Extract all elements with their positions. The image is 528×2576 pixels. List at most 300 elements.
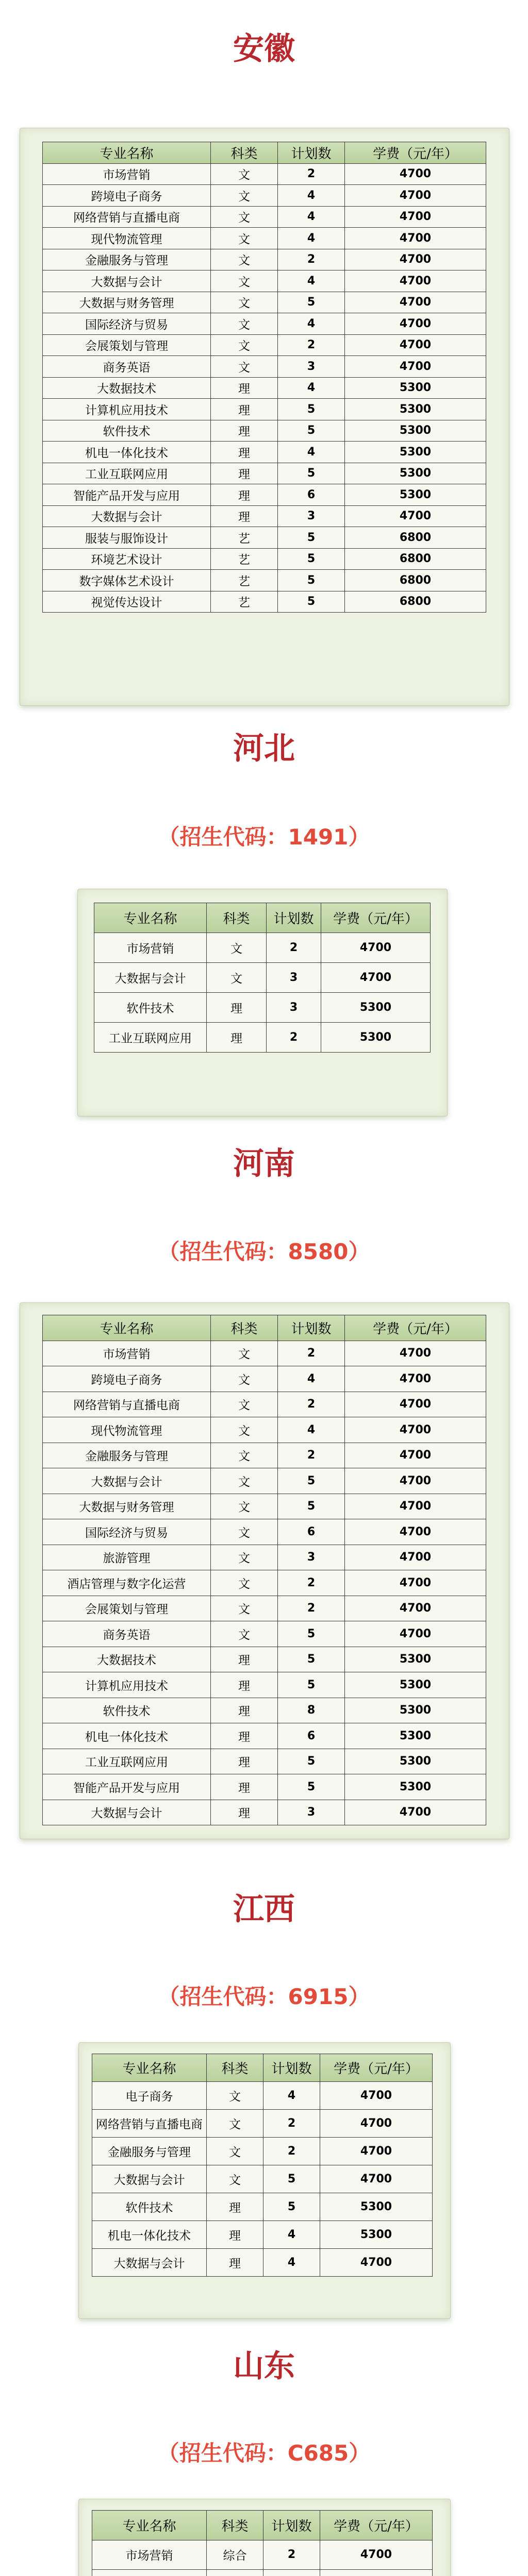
cell-tuition: 5300 [345, 1672, 486, 1698]
cell-category: 文 [211, 1341, 278, 1366]
cell-category: 文 [211, 334, 278, 356]
cell-plan-count: 4 [263, 2249, 320, 2277]
cell-category: 文 [211, 1519, 278, 1545]
cell-plan-count: 2 [278, 334, 345, 356]
table-row [92, 2110, 433, 2138]
table-header-row [94, 903, 431, 933]
cell-plan-count: 2 [278, 1341, 345, 1366]
cell-tuition: 5300 [345, 1723, 486, 1749]
cell-plan-count: 5 [278, 292, 345, 313]
table-row [94, 933, 431, 963]
cell-tuition: 4700 [345, 1341, 486, 1366]
table-header-row [92, 2511, 433, 2540]
cell-plan-count: 3 [267, 993, 321, 1023]
cell-tuition: 4700 [345, 292, 486, 313]
cell-plan-count: 5 [278, 527, 345, 549]
table-row [43, 1519, 486, 1545]
plan-table [92, 2054, 433, 2277]
table-row [92, 2165, 433, 2193]
table-row [43, 1392, 486, 1417]
cell-category: 综合 [207, 2540, 263, 2570]
cell-tuition: 4700 [345, 1392, 486, 1417]
cell-plan-count: 2 [263, 2138, 320, 2165]
cell-category: 文 [211, 206, 278, 228]
enrollment-code: （招生代码：C685） [157, 2441, 371, 2466]
table-row [43, 1468, 486, 1494]
cell-major: 大数据技术 [43, 1647, 211, 1672]
cell-tuition: 6800 [345, 591, 486, 613]
cell-plan-count: 5 [278, 399, 345, 420]
cell-plan-count: 5 [278, 1774, 345, 1800]
cell-tuition: 5300 [345, 377, 486, 399]
cell-major: 工业互联网应用 [43, 1749, 211, 1774]
table-header-row [92, 2054, 433, 2082]
cell-plan-count: 4 [278, 1366, 345, 1392]
cell-major: 市场营销 [43, 163, 211, 185]
cell-major: 软件技术 [94, 993, 207, 1023]
cell-tuition: 5300 [345, 1774, 486, 1800]
cell-plan-count: 2 [278, 163, 345, 185]
table-row [43, 1672, 486, 1698]
cell-major: 金融服务与管理 [43, 249, 211, 270]
cell-plan-count: 5 [278, 548, 345, 570]
cell-plan-count: 3 [278, 1800, 345, 1825]
cell-tuition: 4700 [320, 2138, 433, 2165]
cell-tuition: 5300 [345, 1698, 486, 1723]
cell-category: 文 [211, 249, 278, 270]
table-row [43, 1749, 486, 1774]
table-row [43, 527, 486, 549]
cell-plan-count: 2 [263, 2540, 320, 2570]
cell-category: 理 [211, 1749, 278, 1774]
cell-plan-count: 4 [278, 1417, 345, 1443]
table-row [92, 2082, 433, 2110]
cell-plan-count: 5 [278, 570, 345, 591]
cell-tuition: 4700 [345, 228, 486, 249]
cell-major: 大数据与会计 [43, 1800, 211, 1825]
cell-category: 理 [211, 377, 278, 399]
cell-category: 文 [211, 228, 278, 249]
cell-major: 跨境电子商务 [43, 1366, 211, 1392]
cell-category: 文 [211, 1366, 278, 1392]
cell-plan-count: 6 [278, 1723, 345, 1749]
cell-major: 软件技术 [43, 420, 211, 442]
cell-major: 工业互联网应用 [94, 1023, 207, 1053]
cell-major: 大数据与会计 [92, 2165, 207, 2193]
cell-category: 理 [211, 399, 278, 420]
table-row [94, 1023, 431, 1053]
cell-major: 大数据与会计 [43, 270, 211, 292]
cell-tuition: 4700 [345, 1417, 486, 1443]
cell-major: 机电一体化技术 [43, 1723, 211, 1749]
header-plan-count: 计划数 [263, 2054, 320, 2082]
cell-tuition: 4700 [345, 313, 486, 335]
table-row [43, 1417, 486, 1443]
cell-major: 计算机应用技术 [43, 399, 211, 420]
cell-category: 文 [211, 1392, 278, 1417]
cell-tuition: 4700 [345, 505, 486, 527]
cell-category: 理 [207, 2249, 263, 2277]
cell-category: 文 [211, 1570, 278, 1596]
cell-category: 文 [207, 2138, 263, 2165]
header-category: 科类 [211, 142, 278, 164]
cell-tuition: 4700 [320, 2082, 433, 2110]
cell-category: 文 [211, 1494, 278, 1519]
cell-tuition: 4700 [345, 334, 486, 356]
cell-major: 大数据与会计 [43, 505, 211, 527]
table-row [43, 484, 486, 506]
cell-category: 文 [211, 1621, 278, 1647]
cell-plan-count: 5 [263, 2193, 320, 2221]
cell-major: 机电一体化技术 [92, 2221, 207, 2249]
cell-major: 软件技术 [92, 2193, 207, 2221]
province-title: 河南 [233, 1146, 295, 1182]
cell-plan-count: 2 [267, 1023, 321, 1053]
cell-plan-count: 4 [278, 377, 345, 399]
cell-plan-count: 5 [278, 1621, 345, 1647]
table-header-row [43, 1315, 486, 1341]
cell-category: 理 [211, 1800, 278, 1825]
header-category: 科类 [207, 2511, 263, 2540]
cell-category: 文 [207, 933, 267, 963]
cell-tuition: 4700 [320, 2110, 433, 2138]
table-row [43, 185, 486, 207]
cell-tuition: 4700 [345, 1468, 486, 1494]
cell-tuition: 4700 [345, 206, 486, 228]
header-plan-count: 计划数 [278, 1315, 345, 1341]
cell-major: 计算机应用技术 [43, 1672, 211, 1698]
cell-major: 商务英语 [43, 356, 211, 378]
cell-category: 理 [211, 1672, 278, 1698]
cell-major: 环境艺术设计 [43, 548, 211, 570]
cell-major: 酒店管理与数字化运营 [43, 1570, 211, 1596]
cell-major: 大数据技术 [43, 377, 211, 399]
cell-major: 会展策划与管理 [43, 334, 211, 356]
cell-major: 市场营销 [43, 1341, 211, 1366]
cell-category: 文 [211, 270, 278, 292]
cell-tuition: 6800 [345, 527, 486, 549]
cell-category: 理 [211, 1723, 278, 1749]
cell-major: 机电一体化技术 [43, 442, 211, 463]
cell-plan-count: 2 [278, 1392, 345, 1417]
cell-major: 视觉传达设计 [43, 591, 211, 613]
cell-plan-count: 5 [278, 1672, 345, 1698]
cell-plan-count: 2 [278, 1443, 345, 1468]
cell-category: 艺 [211, 570, 278, 591]
cell-category: 理 [211, 1647, 278, 1672]
cell-category: 艺 [211, 527, 278, 549]
cell-category: 文 [207, 2165, 263, 2193]
header-plan-count: 计划数 [267, 903, 321, 933]
cell-tuition [320, 2570, 433, 2576]
cell-tuition: 5300 [320, 2193, 433, 2221]
cell-tuition: 4700 [320, 2540, 433, 2570]
table-header-row [43, 142, 486, 164]
table-row [43, 399, 486, 420]
cell-major: 软件技术 [43, 1698, 211, 1723]
cell-plan-count: 4 [278, 185, 345, 207]
cell-tuition: 6800 [345, 570, 486, 591]
enrollment-code: （招生代码：1491） [158, 824, 370, 850]
table-row [92, 2540, 433, 2570]
table-row [43, 442, 486, 463]
cell-tuition: 5300 [345, 1647, 486, 1672]
table-row [43, 356, 486, 378]
cell-category: 理 [211, 420, 278, 442]
cell-major: 会展策划与管理 [43, 1596, 211, 1621]
table-row [43, 505, 486, 527]
cell-tuition: 4700 [345, 249, 486, 270]
table-row [43, 1774, 486, 1800]
cell-plan-count: 2 [278, 1570, 345, 1596]
table-row [43, 420, 486, 442]
table-row [92, 2193, 433, 2221]
cell-plan-count: 5 [278, 1468, 345, 1494]
plan-table [92, 2510, 433, 2576]
table-row [43, 1800, 486, 1825]
table-row [43, 1443, 486, 1468]
table-row [43, 1494, 486, 1519]
cell-tuition: 4700 [321, 933, 431, 963]
cell-category: 理 [211, 505, 278, 527]
cell-major: 金融服务与管理 [43, 1443, 211, 1468]
cell-tuition: 4700 [345, 185, 486, 207]
cell-tuition: 4700 [345, 1621, 486, 1647]
table-row [92, 2570, 433, 2576]
cell-tuition: 4700 [321, 963, 431, 993]
cell-major: 市场营销 [94, 933, 207, 963]
header-category: 科类 [207, 903, 267, 933]
cell-plan-count: 3 [267, 963, 321, 993]
province-title: 山东 [233, 2348, 295, 2384]
cell-plan-count: 4 [278, 270, 345, 292]
province-title: 江西 [233, 1891, 295, 1927]
table-row [92, 2221, 433, 2249]
header-category: 科类 [211, 1315, 278, 1341]
cell-major: 大数据与财务管理 [43, 292, 211, 313]
cell-plan-count: 4 [278, 442, 345, 463]
cell-plan-count: 4 [278, 313, 345, 335]
table-row [43, 377, 486, 399]
table-row [43, 1366, 486, 1392]
table-row [43, 1647, 486, 1672]
table-row [43, 249, 486, 270]
cell-category: 文 [211, 185, 278, 207]
cell-major: 网络营销与直播电商 [92, 2110, 207, 2138]
table-row [43, 1341, 486, 1366]
table-row [94, 993, 431, 1023]
enrollment-code: （招生代码：6915） [158, 1984, 370, 2009]
table-row [43, 292, 486, 313]
table-row [43, 570, 486, 591]
cell-major: 网络营销与直播电商 [43, 206, 211, 228]
table-row [43, 1698, 486, 1723]
cell-major: 旅游管理 [43, 1545, 211, 1570]
cell-category: 理 [211, 484, 278, 506]
cell-category [207, 2570, 263, 2576]
cell-tuition: 4700 [320, 2249, 433, 2277]
cell-category: 文 [207, 2110, 263, 2138]
cell-tuition: 4700 [345, 1366, 486, 1392]
cell-tuition: 5300 [345, 1749, 486, 1774]
cell-category: 文 [211, 1443, 278, 1468]
cell-plan-count: 4 [278, 228, 345, 249]
cell-tuition: 5300 [345, 399, 486, 420]
header-major: 专业名称 [92, 2511, 207, 2540]
table-row [43, 206, 486, 228]
table-row [43, 1723, 486, 1749]
cell-tuition: 4700 [345, 163, 486, 185]
header-major: 专业名称 [43, 142, 211, 164]
cell-plan-count: 6 [278, 484, 345, 506]
cell-tuition: 4700 [345, 356, 486, 378]
cell-plan-count: 2 [263, 2110, 320, 2138]
table-row [43, 463, 486, 484]
cell-plan-count: 5 [263, 2165, 320, 2193]
cell-major: 现代物流管理 [43, 1417, 211, 1443]
cell-plan-count: 3 [278, 1545, 345, 1570]
cell-category: 文 [211, 313, 278, 335]
cell-plan-count: 3 [278, 505, 345, 527]
cell-major: 市场营销 [92, 2540, 207, 2570]
cell-major: 商务英语 [43, 1621, 211, 1647]
cell-major [92, 2570, 207, 2576]
table-row [43, 1596, 486, 1621]
table-row [43, 313, 486, 335]
cell-major: 国际经济与贸易 [43, 313, 211, 335]
cell-category: 文 [211, 1596, 278, 1621]
cell-category: 文 [207, 963, 267, 993]
cell-plan-count: 6 [278, 1519, 345, 1545]
table-row [92, 2138, 433, 2165]
header-plan-count: 计划数 [278, 142, 345, 164]
cell-plan-count: 5 [278, 1647, 345, 1672]
cell-major: 工业互联网应用 [43, 463, 211, 484]
table-row [43, 163, 486, 185]
cell-tuition: 5300 [321, 993, 431, 1023]
cell-plan-count: 5 [278, 1494, 345, 1519]
plan-table [94, 903, 431, 1053]
enrollment-code: （招生代码：8580） [158, 1239, 370, 1264]
table-row [92, 2249, 433, 2277]
cell-tuition: 4700 [345, 1545, 486, 1570]
cell-plan-count: 4 [278, 206, 345, 228]
plan-table [42, 142, 486, 613]
cell-tuition: 4700 [345, 1494, 486, 1519]
cell-major: 国际经济与贸易 [43, 1519, 211, 1545]
cell-plan-count: 2 [267, 933, 321, 963]
cell-plan-count: 5 [278, 420, 345, 442]
cell-tuition: 4700 [320, 2165, 433, 2193]
cell-plan-count: 4 [263, 2221, 320, 2249]
table-row [43, 270, 486, 292]
cell-major: 大数据与会计 [43, 1468, 211, 1494]
cell-category: 艺 [211, 548, 278, 570]
cell-category: 文 [211, 163, 278, 185]
table-row [43, 334, 486, 356]
cell-major: 现代物流管理 [43, 228, 211, 249]
cell-tuition: 4700 [345, 1443, 486, 1468]
cell-plan-count: 5 [278, 591, 345, 613]
cell-tuition: 5300 [345, 442, 486, 463]
header-plan-count: 计划数 [263, 2511, 320, 2540]
cell-category: 文 [211, 1545, 278, 1570]
cell-tuition: 4700 [345, 270, 486, 292]
cell-category: 理 [207, 993, 267, 1023]
cell-tuition: 4700 [345, 1800, 486, 1825]
header-major: 专业名称 [94, 903, 207, 933]
cell-major: 服装与服饰设计 [43, 527, 211, 549]
cell-major: 智能产品开发与应用 [43, 1774, 211, 1800]
table-row [43, 1545, 486, 1570]
cell-category: 文 [211, 356, 278, 378]
cell-category: 理 [207, 2193, 263, 2221]
table-row [43, 228, 486, 249]
cell-tuition: 5300 [345, 463, 486, 484]
cell-category: 理 [211, 442, 278, 463]
header-tuition: 学费（元/年） [320, 2054, 433, 2082]
cell-major: 大数据与会计 [92, 2249, 207, 2277]
cell-category: 理 [211, 1774, 278, 1800]
table-row [43, 1621, 486, 1647]
header-major: 专业名称 [92, 2054, 207, 2082]
cell-plan-count: 5 [278, 463, 345, 484]
cell-major: 大数据与财务管理 [43, 1494, 211, 1519]
cell-category: 理 [211, 463, 278, 484]
cell-major: 电子商务 [92, 2082, 207, 2110]
cell-tuition: 4700 [345, 1596, 486, 1621]
cell-major: 金融服务与管理 [92, 2138, 207, 2165]
header-category: 科类 [207, 2054, 263, 2082]
cell-category: 文 [211, 1468, 278, 1494]
cell-plan-count: 8 [278, 1698, 345, 1723]
cell-tuition: 4700 [345, 1570, 486, 1596]
cell-category: 艺 [211, 591, 278, 613]
cell-category: 理 [211, 1698, 278, 1723]
cell-major: 网络营销与直播电商 [43, 1392, 211, 1417]
cell-category: 文 [207, 2082, 263, 2110]
cell-tuition: 5300 [345, 420, 486, 442]
cell-category: 理 [207, 1023, 267, 1053]
cell-major: 智能产品开发与应用 [43, 484, 211, 506]
province-title: 河北 [233, 731, 295, 767]
cell-category: 文 [211, 292, 278, 313]
cell-major: 跨境电子商务 [43, 185, 211, 207]
cell-tuition: 5300 [321, 1023, 431, 1053]
cell-tuition: 5300 [320, 2221, 433, 2249]
cell-major: 大数据与会计 [94, 963, 207, 993]
cell-tuition: 6800 [345, 548, 486, 570]
cell-plan-count: 4 [263, 2082, 320, 2110]
province-title: 安徽 [233, 31, 295, 67]
cell-category: 理 [207, 2221, 263, 2249]
header-tuition: 学费（元/年） [321, 903, 431, 933]
header-tuition: 学费（元/年） [345, 142, 486, 164]
table-row [43, 548, 486, 570]
cell-tuition: 5300 [345, 484, 486, 506]
table-row [43, 591, 486, 613]
cell-plan-count: 5 [278, 1749, 345, 1774]
header-major: 专业名称 [43, 1315, 211, 1341]
cell-plan-count [263, 2570, 320, 2576]
cell-major: 数字媒体艺术设计 [43, 570, 211, 591]
cell-plan-count: 3 [278, 356, 345, 378]
table-row [43, 1570, 486, 1596]
header-tuition: 学费（元/年） [320, 2511, 433, 2540]
cell-plan-count: 2 [278, 1596, 345, 1621]
cell-tuition: 4700 [345, 1519, 486, 1545]
header-tuition: 学费（元/年） [345, 1315, 486, 1341]
